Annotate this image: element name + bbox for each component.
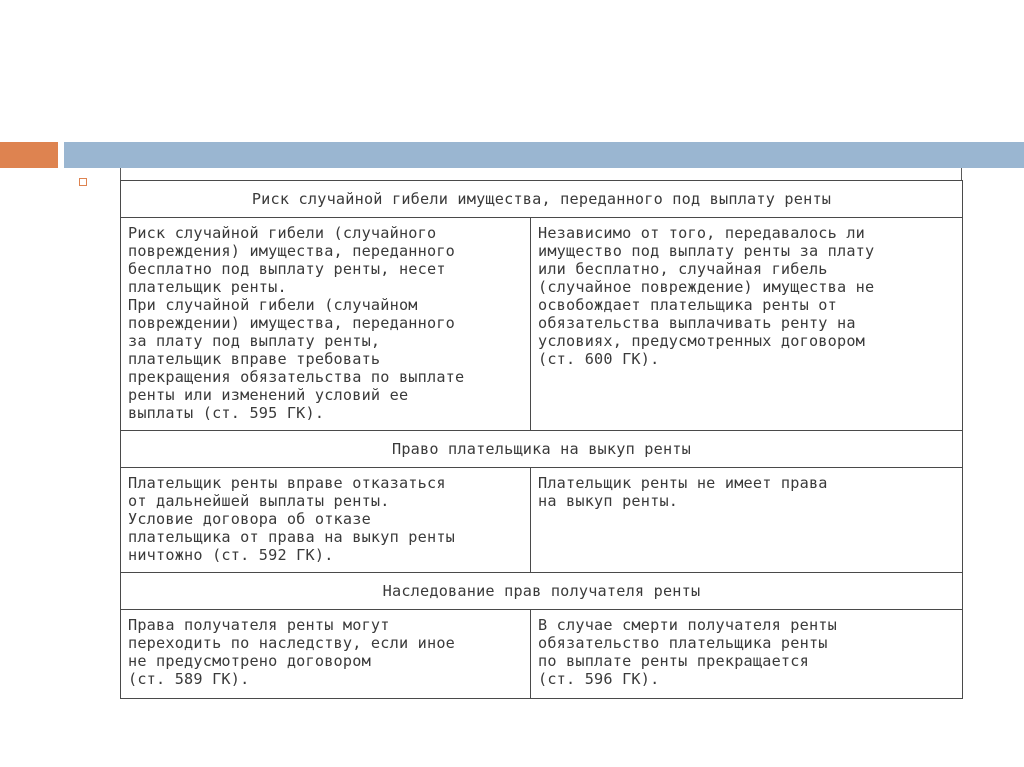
section-header-row <box>121 431 963 468</box>
table-top-edge-right <box>961 168 962 180</box>
accent-bar-orange <box>0 142 58 168</box>
left-cell-risk: Риск случайной гибели (случайного повреждения) имущества, переданного бесплатно под выплату ренты, несет плательщик ренты. При случайной гибели (случайном повреждении) имущества, переданного за плату под выплату ренты, плательщик вправе требовать прекращения обязательства по выплате ренты или изменений условий ее выплаты (ст. 595 ГК). <box>121 218 531 431</box>
section-body-row <box>121 218 963 431</box>
section-body-row <box>121 610 963 699</box>
section-header-row <box>121 181 963 218</box>
left-cell-buyout: Плательщик ренты вправе отказаться от дальнейшей выплаты ренты. Условие договора об отказе плательщика от права на выкуп ренты ничтожно (ст. 592 ГК). <box>121 468 531 573</box>
table-top-edge-left <box>120 168 121 180</box>
square-bullet-icon <box>79 178 87 186</box>
rent-comparison-table <box>120 180 963 699</box>
right-cell-inheritance: В случае смерти получателя ренты обязательство плательщика ренты по выплате ренты прекращается (ст. 596 ГК). <box>531 610 963 699</box>
left-cell-inheritance: Права получателя ренты могут переходить по наследству, если иное не предусмотрено договором (ст. 589 ГК). <box>121 610 531 699</box>
rent-comparison-table-wrapper <box>120 168 962 698</box>
right-cell-buyout: Плательщик ренты не имеет права на выкуп ренты. <box>531 468 963 573</box>
section-body-row <box>121 468 963 573</box>
right-cell-risk: Независимо от того, передавалось ли имущество под выплату ренты за плату или бесплатно, случайная гибель (случайное повреждение) имущества не освобождает плательщика ренты от обязательства выплачивать ренту на условиях, предусмотренных договором (ст. 600 ГК). <box>531 218 963 431</box>
section-header-row <box>121 573 963 610</box>
section-heading-buyout: Право плательщика на выкуп ренты <box>121 431 963 468</box>
section-heading-inheritance: Наследование прав получателя ренты <box>121 573 963 610</box>
accent-bar-blue <box>64 142 1024 168</box>
section-heading-risk: Риск случайной гибели имущества, переданного под выплату ренты <box>121 181 963 218</box>
